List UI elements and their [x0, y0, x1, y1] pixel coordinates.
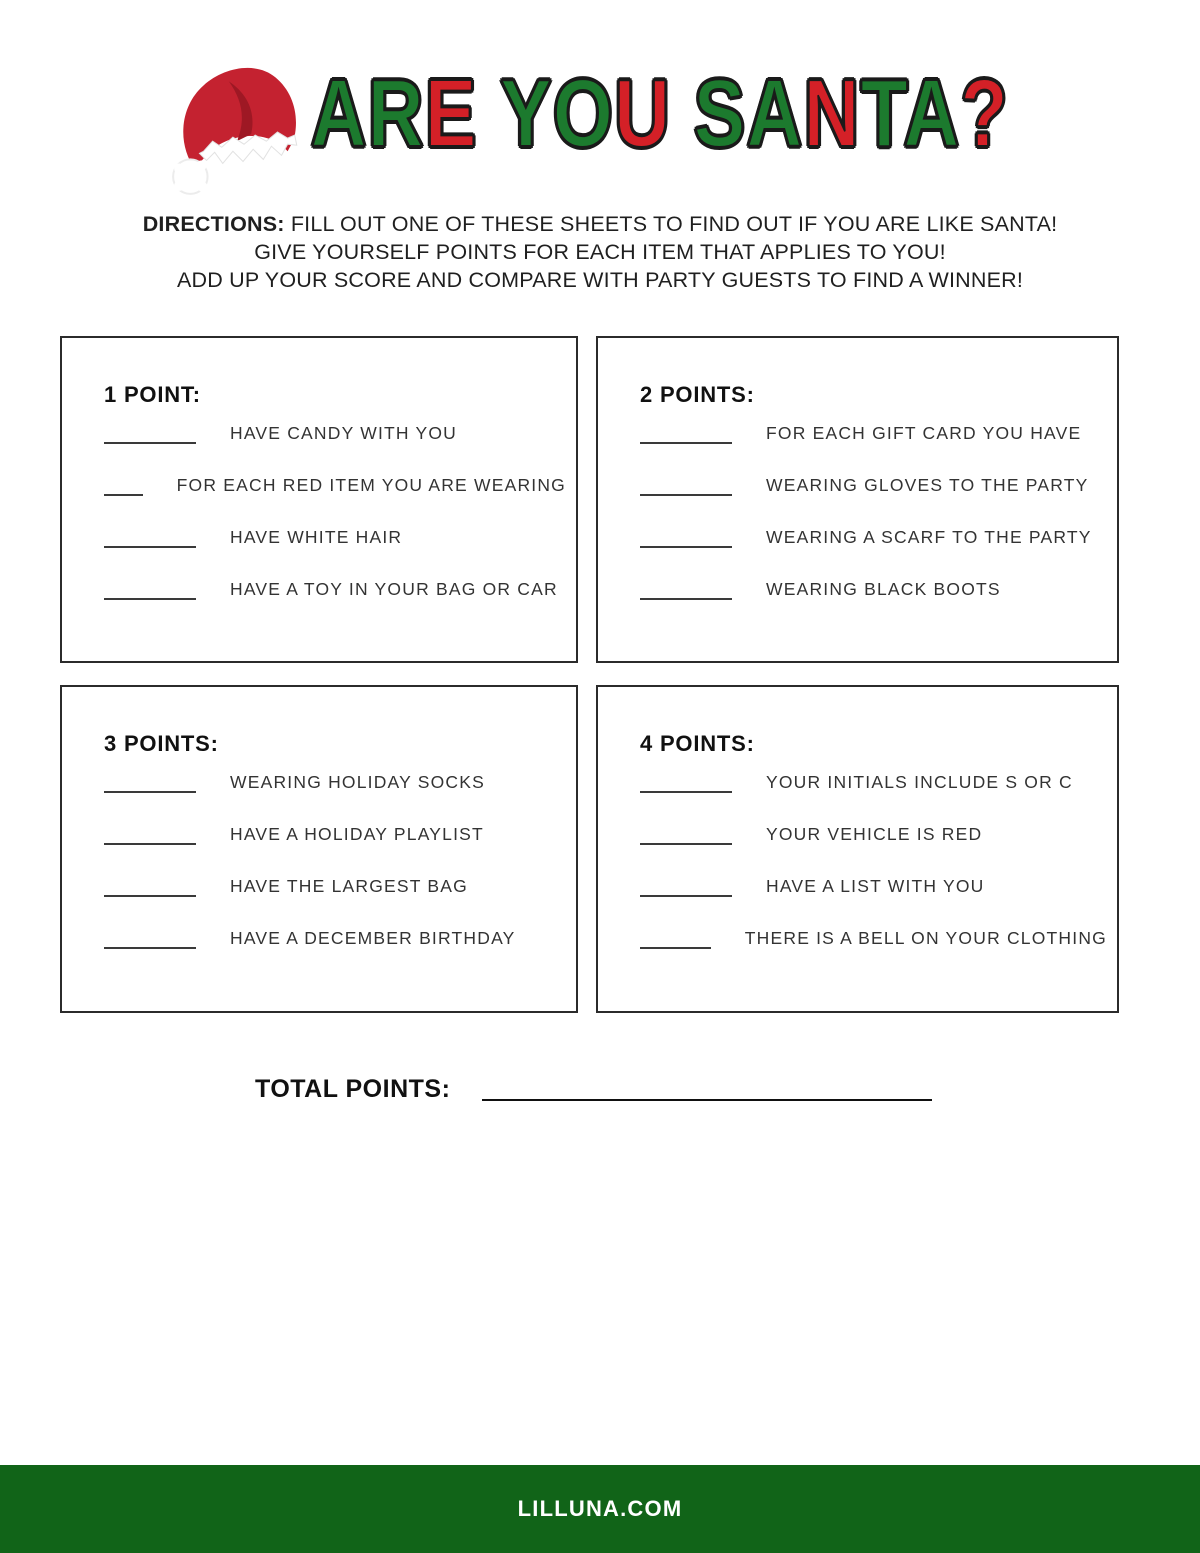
score-row — [640, 897, 1107, 949]
score-row — [104, 845, 566, 897]
score-blank-line — [104, 783, 196, 793]
footer — [0, 1465, 1200, 1553]
score-item-label: WEARING A SCARF TO THE PARTY — [766, 527, 1092, 547]
score-item-label: WEARING HOLIDAY SOCKS — [230, 772, 486, 792]
score-row — [640, 793, 1107, 845]
score-item-label: FOR EACH RED ITEM YOU ARE WEARING — [176, 475, 566, 495]
score-row — [104, 548, 566, 600]
title-letter: U — [614, 60, 672, 167]
score-row — [104, 444, 566, 496]
score-item-label: THERE IS A BELL ON YOUR CLOTHING — [744, 928, 1107, 948]
title-letter: R — [367, 60, 425, 167]
title-letter: N — [803, 60, 861, 167]
page-title-text — [300, 62, 1020, 166]
score-row — [640, 444, 1107, 496]
score-blank-line — [104, 538, 196, 548]
score-item-label: YOUR INITIALS INCLUDE S OR C — [766, 772, 1073, 792]
score-row — [104, 793, 566, 845]
score-blank-line — [104, 887, 196, 897]
title-letter: A — [746, 60, 804, 167]
title-letter: Y — [500, 60, 554, 167]
directions-line-3: ADD UP YOUR SCORE AND COMPARE WITH PARTY GUESTS TO FIND A WINNER! — [176, 268, 1024, 292]
site-name: LILLUNA.COM — [517, 1496, 683, 1521]
points-box-4 — [596, 685, 1119, 1013]
directions-line-1 — [0, 210, 1200, 238]
score-blank-line — [640, 835, 732, 845]
score-item-label: HAVE WHITE HAIR — [230, 527, 403, 547]
score-row — [640, 548, 1107, 600]
score-row — [640, 845, 1107, 897]
title-letter: O — [553, 60, 615, 167]
score-item-label: HAVE A HOLIDAY PLAYLIST — [230, 824, 484, 844]
box-4-heading: 4 POINTS: — [640, 731, 755, 756]
score-row — [640, 496, 1107, 548]
page-title — [300, 62, 1020, 172]
score-row — [104, 496, 566, 548]
points-box-3 — [60, 685, 578, 1013]
score-blank-line — [104, 939, 196, 949]
directions-line-1-text: FILL OUT ONE OF THESE SHEETS TO FIND OUT IF YOU ARE LIKE SANTA! — [290, 212, 1058, 236]
box-3-heading: 3 POINTS: — [104, 731, 219, 756]
score-blank-line — [640, 434, 732, 444]
title-letter: T — [860, 60, 904, 167]
score-item-label: HAVE A DECEMBER BIRTHDAY — [230, 928, 516, 948]
points-box-1 — [60, 336, 578, 663]
box-1-heading: 1 POINT: — [104, 382, 201, 407]
santa-hat-icon — [165, 52, 317, 204]
box-2-heading: 2 POINTS: — [640, 382, 755, 407]
score-blank-line — [104, 590, 196, 600]
score-row — [104, 897, 566, 949]
score-blank-line — [640, 783, 732, 793]
title-letter: A — [310, 60, 368, 167]
points-box-2 — [596, 336, 1119, 663]
score-item-label: WEARING GLOVES TO THE PARTY — [766, 475, 1089, 495]
score-item-label: FOR EACH GIFT CARD YOU HAVE — [766, 423, 1082, 443]
title-letter: E — [424, 60, 478, 167]
title-letter: S — [693, 60, 747, 167]
total-points-label: TOTAL POINTS: — [255, 1075, 451, 1103]
score-item-label: HAVE A LIST WITH YOU — [766, 876, 985, 896]
score-blank-line — [640, 939, 711, 949]
directions-line-2: GIVE YOURSELF POINTS FOR EACH ITEM THAT APPLIES TO YOU! — [254, 240, 946, 264]
score-blank-line — [104, 486, 143, 496]
score-item-label: HAVE A TOY IN YOUR BAG OR CAR — [230, 579, 558, 599]
score-blank-line — [640, 486, 732, 496]
directions-label: DIRECTIONS: — [142, 212, 285, 236]
score-blank-line — [640, 887, 732, 897]
score-blank-line — [104, 835, 196, 845]
score-item-label: HAVE CANDY WITH YOU — [230, 423, 457, 443]
score-blank-line — [104, 434, 196, 444]
score-item-label: YOUR VEHICLE IS RED — [766, 824, 983, 844]
score-item-label: HAVE THE LARGEST BAG — [230, 876, 468, 896]
directions — [0, 210, 1200, 294]
total-points-line — [482, 1099, 932, 1101]
score-blank-line — [640, 538, 732, 548]
score-item-label: WEARING BLACK BOOTS — [766, 579, 1001, 599]
title-letter: ? — [960, 60, 1010, 167]
total-points — [255, 1074, 932, 1104]
title-letter: A — [903, 60, 961, 167]
score-blank-line — [640, 590, 732, 600]
